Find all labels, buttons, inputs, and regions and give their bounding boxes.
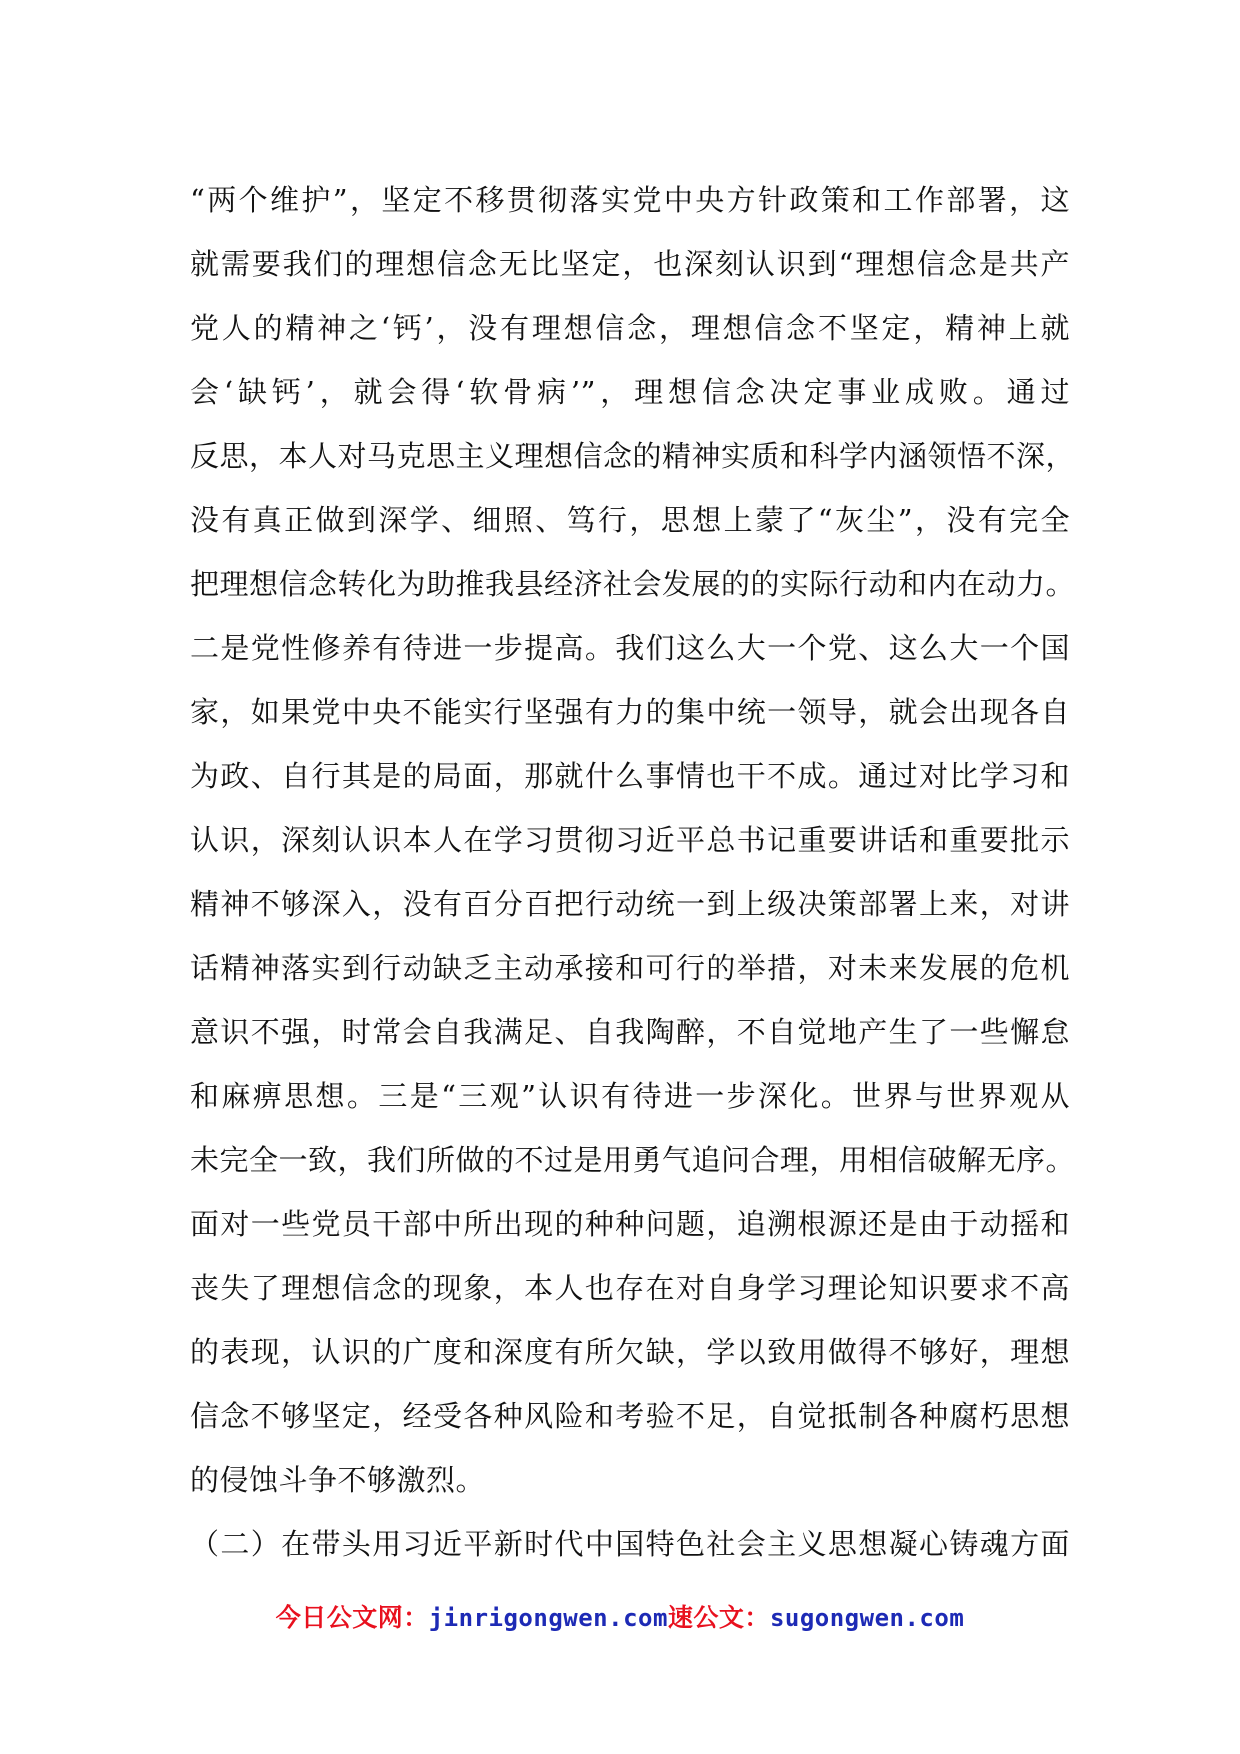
footer-site1-name: 今日公文网：: [275, 1603, 429, 1632]
body-text: [190, 168, 1076, 1576]
text-line: 意识不强，时常会自我满足、自我陶醉，不自觉地产生了一些懈怠: [190, 1015, 1070, 1049]
footer-site2-url[interactable]: sugongwen.com: [769, 1604, 965, 1632]
text-line: 为政、自行其是的局面，那就什么事情也干不成。通过对比学习和: [190, 759, 1070, 793]
text-line: 会‘缺钙’，就会得‘软骨病’”，理想信念决定事业成败。通过: [190, 375, 1070, 409]
text-line: 反思，本人对马克思主义理想信念的精神实质和科学内涵领悟不深，: [190, 439, 1076, 473]
text-line: 的侵蚀斗争不够激烈。: [190, 1463, 486, 1497]
section-heading: （二）在带头用习近平新时代中国特色社会主义思想凝心铸魂方面: [190, 1527, 1070, 1561]
text-line: 的表现，认识的广度和深度有所欠缺，学以致用做得不够好，理想: [190, 1335, 1070, 1369]
text-line: 党人的精神之‘钙’，没有理想信念，理想信念不坚定，精神上就: [190, 311, 1070, 345]
text-line: 没有真正做到深学、细照、笃行，思想上蒙了“灰尘”，没有完全: [190, 503, 1070, 537]
text-line: 精神不够深入，没有百分百把行动统一到上级决策部署上来，对讲: [190, 887, 1070, 921]
text-line: 未完全一致，我们所做的不过是用勇气追问合理，用相信破解无序。: [190, 1143, 1076, 1177]
text-line: 就需要我们的理想信念无比坚定，也深刻认识到“理想信念是共产: [190, 247, 1070, 281]
text-line: “两个维护”，坚定不移贯彻落实党中央方针政策和工作部署，这: [190, 183, 1070, 217]
footer-site1-url[interactable]: jinrigongwen.com: [428, 1604, 668, 1632]
text-line: 认识，深刻认识本人在学习贯彻习近平总书记重要讲话和重要批示: [190, 823, 1070, 857]
text-line: 信念不够坚定，经受各种风险和考验不足，自觉抵制各种腐朽思想: [190, 1399, 1070, 1433]
text-line: 家，如果党中央不能实行坚强有力的集中统一领导，就会出现各自: [190, 695, 1070, 729]
text-line: 和麻痹思想。三是“三观”认识有待进一步深化。世界与世界观从: [190, 1079, 1070, 1113]
text-line: 二是党性修养有待进一步提高。我们这么大一个党、这么大一个国: [190, 631, 1070, 665]
text-line: 丧失了理想信念的现象，本人也存在对自身学习理论知识要求不高: [190, 1271, 1070, 1305]
footer-site2-name: 速公文：: [667, 1603, 770, 1632]
text-line: 话精神落实到行动缺乏主动承接和可行的举措，对未来发展的危机: [190, 951, 1070, 985]
text-line: 面对一些党员干部中所出现的种种问题，追溯根源还是由于动摇和: [190, 1207, 1070, 1241]
text-line: 把理想信念转化为助推我县经济社会发展的的实际行动和内在动力。: [190, 567, 1076, 601]
footer-watermark: [0, 1598, 1240, 1634]
